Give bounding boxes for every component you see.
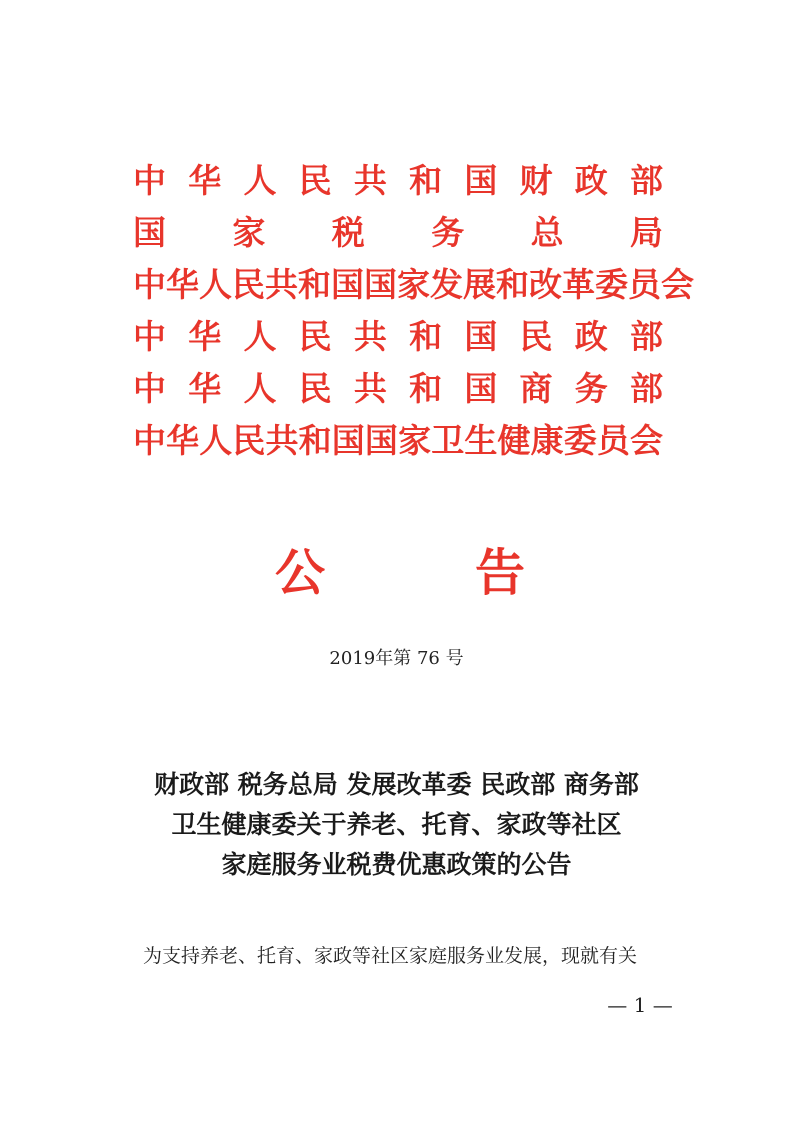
- document-title-line-2: 卫生健康委关于养老、托育、家政等社区: [171, 810, 622, 839]
- issuer-state-taxation-administration: 国家税务总局: [133, 213, 663, 252]
- issuer-ndrc: 中华人民共和国国家发展和改革委员会: [133, 265, 694, 304]
- announcement-heading: 公告: [275, 543, 525, 602]
- document-number: 2019年第 76 号: [329, 648, 464, 669]
- document-title: [60, 765, 733, 885]
- issuing-authorities: [133, 155, 694, 467]
- page-number: — 1 —: [607, 993, 673, 1017]
- issuer-ministry-of-civil-affairs: 中华人民共和国民政部: [133, 317, 663, 356]
- body-paragraph-first-line: 为支持养老、托育、家政等社区家庭服务业发展，现就有关: [143, 945, 638, 967]
- issuer-ministry-of-finance: 中华人民共和国财政部: [133, 161, 663, 200]
- document-title-line-1: 财政部 税务总局 发展改革委 民政部 商务部: [154, 770, 639, 799]
- issuer-ministry-of-commerce: 中华人民共和国商务部: [133, 369, 663, 408]
- document-title-line-3: 家庭服务业税费优惠政策的公告: [221, 850, 572, 879]
- issuer-national-health-commission: 中华人民共和国国家卫生健康委员会: [133, 421, 663, 460]
